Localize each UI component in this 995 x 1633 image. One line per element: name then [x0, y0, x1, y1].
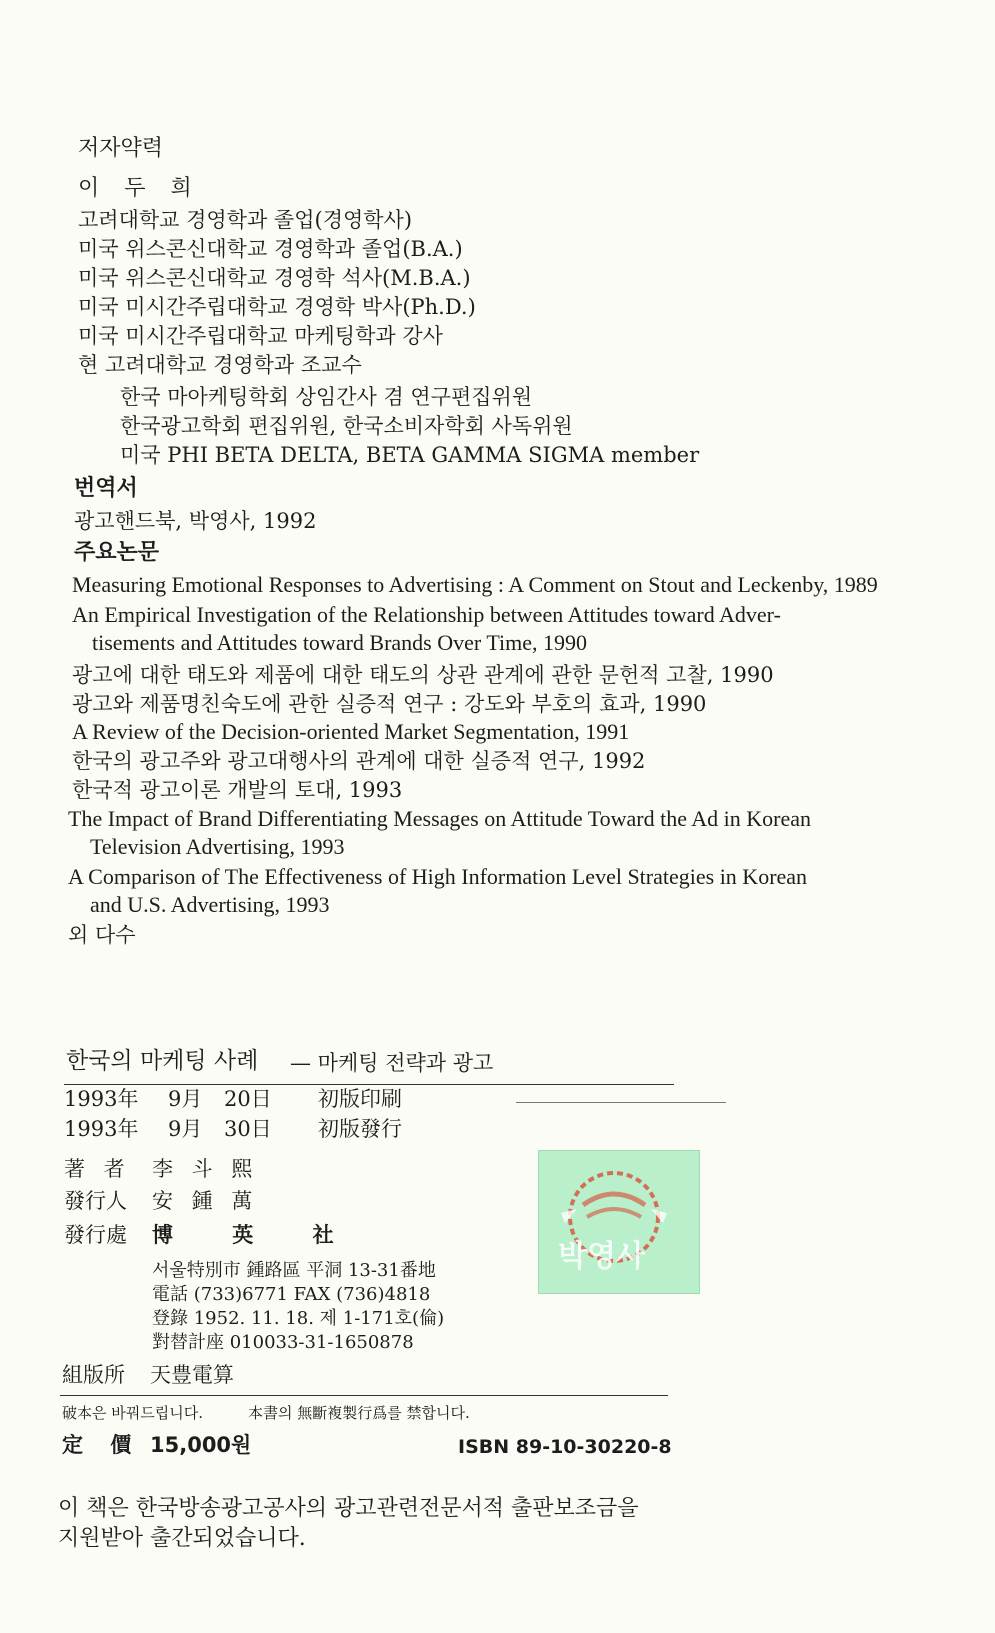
role-line: 한국 마아케팅학회 상임간사 겸 연구편집위원	[120, 385, 533, 409]
notice-right: 本書의 無斷複製行爲를 禁합니다.	[248, 1404, 470, 1422]
date-month: 9月	[168, 1117, 203, 1141]
book-title: 한국의 마케팅 사례	[66, 1048, 259, 1074]
colophon-rule	[60, 1395, 668, 1396]
typesetter-label: 組版所	[62, 1363, 125, 1387]
author-label: 著 者	[64, 1157, 131, 1181]
career-line: 미국 위스콘신대학교 경영학 석사(M.B.A.)	[78, 266, 471, 290]
paper-item-continued: and U.S. Advertising, 1993	[90, 892, 330, 917]
notice-left: 破本은 바꿔드립니다.	[62, 1404, 203, 1422]
date-day: 20日	[224, 1087, 272, 1111]
book-subtitle: — 마케팅 전략과 광고	[290, 1051, 494, 1075]
role-line: 미국 PHI BETA DELTA, BETA GAMMA SIGMA member	[120, 443, 700, 467]
career-line: 현 고려대학교 경영학과 조교수	[78, 353, 362, 377]
support-note-line: 이 책은 한국방송광고공사의 광고관련전문서적 출판보조금을	[58, 1496, 639, 1521]
career-line: 고려대학교 경영학과 졸업(경영학사)	[78, 208, 413, 232]
paper-item: 한국적 광고이론 개발의 토대, 1993	[72, 778, 403, 802]
career-line: 미국 미시간주립대학교 경영학 박사(Ph.D.)	[78, 295, 476, 319]
paper-item: 광고와 제품명친숙도에 관한 실증적 연구 : 강도와 부호의 효과, 1990	[72, 692, 707, 716]
career-line: 미국 위스콘신대학교 경영학과 졸업(B.A.)	[78, 237, 463, 261]
date-label: 初版發行	[318, 1117, 402, 1141]
stamp-text: 박영사	[558, 1239, 645, 1274]
author-value: 李 斗 熙	[152, 1157, 259, 1181]
date-label: 初版印刷	[318, 1087, 402, 1111]
title-rule	[64, 1084, 674, 1085]
date-year: 1993年	[64, 1087, 139, 1111]
paper-item-continued: Television Advertising, 1993	[90, 834, 345, 859]
bio-heading: 저자약력	[78, 136, 164, 161]
isbn: ISBN 89-10-30220-8	[458, 1436, 672, 1458]
translation-item: 광고핸드북, 박영사, 1992	[74, 509, 317, 533]
date-year: 1993年	[64, 1117, 139, 1141]
date-day: 30日	[224, 1117, 272, 1141]
blank-rule	[516, 1102, 726, 1103]
office-phone: 電話 (733)6771 FAX (736)4818	[152, 1284, 431, 1305]
support-note-line: 지원받아 출간되었습니다.	[58, 1526, 306, 1551]
office-value: 博 英 社	[152, 1222, 360, 1247]
paper-item: The Impact of Brand Differentiating Messages on Attitude Toward the Ad in Korean	[68, 806, 812, 831]
office-address: 서울特別市 鍾路區 平洞 13-31番地	[152, 1260, 436, 1281]
publisher-label: 發行人	[64, 1189, 127, 1213]
paper-item: Measuring Emotional Responses to Advertising : A Comment on Stout and Leckenby, 1989	[72, 572, 878, 597]
paper-item-continued: tisements and Attitudes toward Brands Over Time, 1990	[92, 630, 587, 655]
papers-footer: 외 다수	[68, 923, 136, 947]
office-label: 發行處	[64, 1223, 127, 1247]
office-registration: 登錄 1952. 11. 18. 제 1-171호(倫)	[152, 1308, 445, 1329]
paper-item: An Empirical Investigation of the Relationship between Attitudes toward Adver-	[72, 602, 781, 627]
role-line: 한국광고학회 편집위원, 한국소비자학회 사독위원	[120, 414, 573, 438]
date-month: 9月	[168, 1087, 203, 1111]
author-name: 이 두 희	[78, 176, 192, 201]
publisher-value: 安 鍾 萬	[152, 1189, 259, 1213]
paper-item: A Comparison of The Effectiveness of High Information Level Strategies in Korean	[68, 864, 808, 889]
career-line: 미국 미시간주립대학교 마케팅학과 강사	[78, 324, 443, 348]
papers-heading: 주요논문	[74, 540, 160, 565]
paper-item: A Review of the Decision-oriented Market Segmentation, 1991	[72, 719, 630, 744]
paper-item: 광고에 대한 태도와 제품에 대한 태도의 상관 관계에 관한 문헌적 고찰, 1990	[72, 663, 774, 687]
typesetter-value: 天豊電算	[150, 1363, 234, 1387]
price-label: 定 價	[62, 1433, 142, 1457]
office-account: 對替計座 010033-31-1650878	[152, 1332, 414, 1353]
paper-item: 한국의 광고주와 광고대행사의 관계에 대한 실증적 연구, 1992	[72, 749, 646, 773]
price-value: 15,000원	[150, 1433, 252, 1457]
translations-heading: 번역서	[74, 476, 138, 501]
